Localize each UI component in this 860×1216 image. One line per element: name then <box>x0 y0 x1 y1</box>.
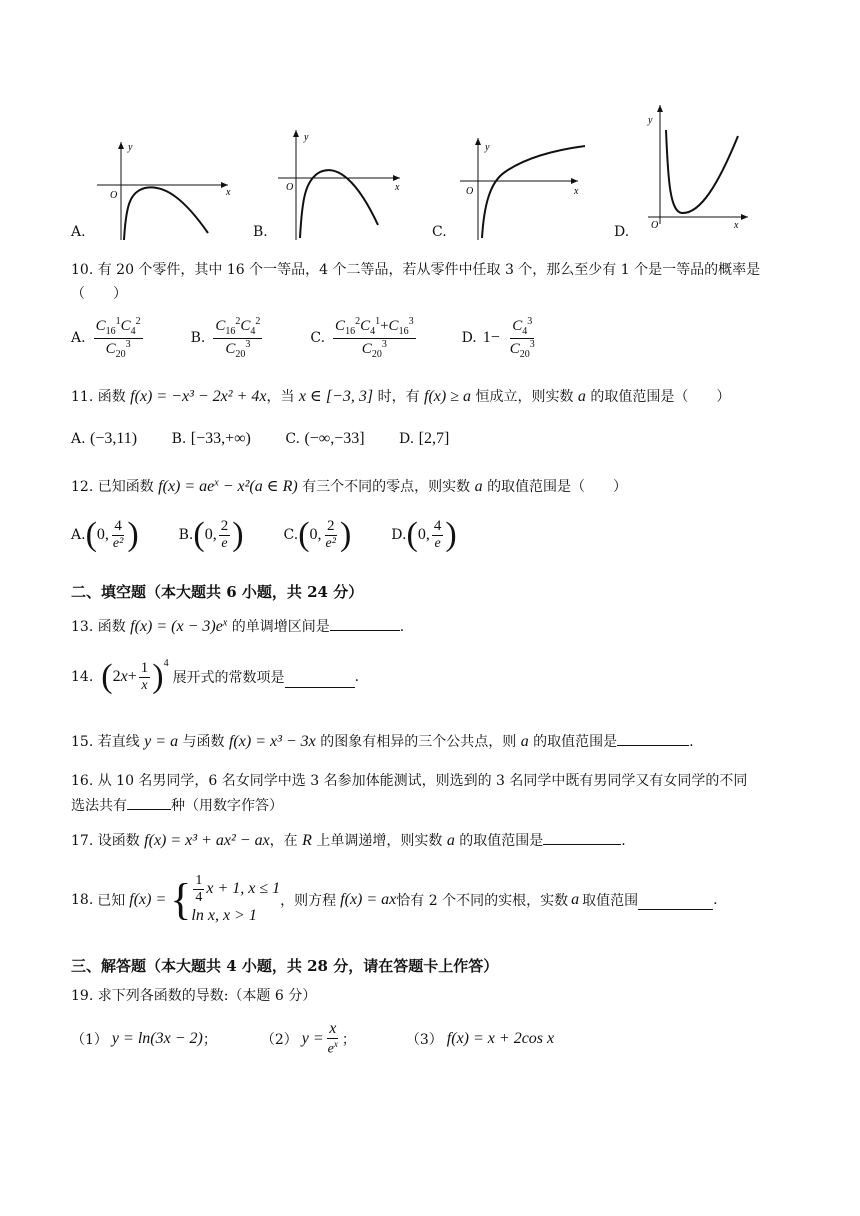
q11-stem: 11. 函数 f(x) = −x³ − 2x² + 4x，当 x ∈ [−3, 3] 时，有 f(x) ≥ a 恒成立，则实数 a 的取值范围是（ ） <box>71 388 731 405</box>
q13-answer-blank[interactable] <box>330 616 400 631</box>
graph-c <box>460 138 585 240</box>
graph-d <box>647 105 748 231</box>
q15-answer-blank[interactable] <box>617 731 689 746</box>
q9-option-d: D. <box>614 224 630 240</box>
q12-options: A. ( 0, $\frac{4}{\text{e²}}$ ) B. ( 0, $\frac{2}{e}$ ) C. ( 0, $\frac{2}{\text{e²}}$ ) D. ( 0, $\frac{4}{e}$ ) <box>71 516 457 554</box>
svg-text:O: O <box>466 186 474 197</box>
q10-stem: 10. 有 20 个零件，其中 16 个一等品，4 个二等品，若从零件中任取 3 个，那么至少有 1 个是一等品的概率是 <box>71 262 761 278</box>
q16-answer-blank[interactable] <box>127 795 171 810</box>
q10-paren: （ ） <box>71 286 127 302</box>
q19-parts: （1） y = ln(3x − 2) ； （2） y = $\frac{x}{e^x}$ ； （3） f(x) = x + 2cos x <box>71 1020 555 1058</box>
q12-stem: 12. 已知函数 $f(x) = ae^x - x^2(a$ ∈ R) 有三个不同的零点，则实数 a 的取值范围是（ ） <box>71 477 628 495</box>
q14: 14. ( 2x+ $\frac{1}{x}$ ) $^4$ 展开式的常数项是 . <box>71 658 360 696</box>
q13: 13. 函数 $f(x) = (x - 3)e^x$ 的单调增区间是 . <box>71 617 405 635</box>
graph-b <box>278 130 400 240</box>
svg-text:O: O <box>651 220 659 231</box>
section-3-heading: 三、解答题（本大题共 4 小题，共 28 分，请在答题卡上作答） <box>71 957 499 975</box>
section-2-heading: 二、填空题（本大题共 6 小题，共 24 分） <box>71 583 364 601</box>
svg-text:y: y <box>648 115 653 126</box>
q10-options: A. $\frac{C_{16}^1C_4^2}{C_{20}^3}$ B. $\frac{C_{16}^2C_4^2}{C_{20}^3}$ C. $\frac{C_{16}^2C_4^1+C_{16}^3}{C_{20}^3}$ D. 1− $\frac{C_4^3}{C_{20}^3}$ <box>71 316 535 360</box>
graph-a <box>97 142 231 240</box>
svg-text:x: x <box>226 187 231 198</box>
q16-line2: 选法共有 种（用数字作答） <box>71 795 283 815</box>
q9-option-a: A. <box>71 224 86 240</box>
svg-text:x: x <box>734 220 739 231</box>
svg-text:y: y <box>485 142 490 153</box>
q19-stem: 19. 求下列各函数的导数:（本题 6 分） <box>71 988 317 1004</box>
q11-options: A. (−3,11) B. [−33,+∞) C. (−∞,−33] D. [2,7] <box>71 430 450 447</box>
q18-answer-blank[interactable] <box>638 895 713 910</box>
q9-option-c: C. <box>432 224 447 240</box>
q14-answer-blank[interactable] <box>285 673 355 688</box>
svg-text:x: x <box>395 182 400 193</box>
svg-text:y: y <box>304 132 309 143</box>
svg-text:O: O <box>286 182 294 193</box>
q17: 17. 设函数 f(x) = x³ + ax² − ax，在 R 上单调递增，则实数 a 的取值范围是 . <box>71 832 626 849</box>
axis-y-label: y <box>128 142 133 153</box>
svg-text:x: x <box>574 186 579 197</box>
q15: 15. 若直线 y = a 与函数 f(x) = x³ − 3x 的图象有相异的三个公共点，则 a 的取值范围是 . <box>71 733 694 750</box>
q9-option-graphs <box>0 100 860 245</box>
q9-option-b: B. <box>253 224 268 240</box>
q18: 18. 已知 f(x) = { $\frac{1}{4}$ x + 1, x ≤ 1 ln x, x > 1 ，则方程 f(x) = ax 恰有 2 个不同的实根，实数 a 取值范围 . <box>71 873 718 925</box>
svg-text:O: O <box>110 190 118 201</box>
q17-answer-blank[interactable] <box>543 830 621 845</box>
q16-line1: 16. 从 10 名男同学，6 名女同学中选 3 名参加体能测试，则选到的 3 名同学中既有男同学又有女同学的不同 <box>71 773 748 789</box>
